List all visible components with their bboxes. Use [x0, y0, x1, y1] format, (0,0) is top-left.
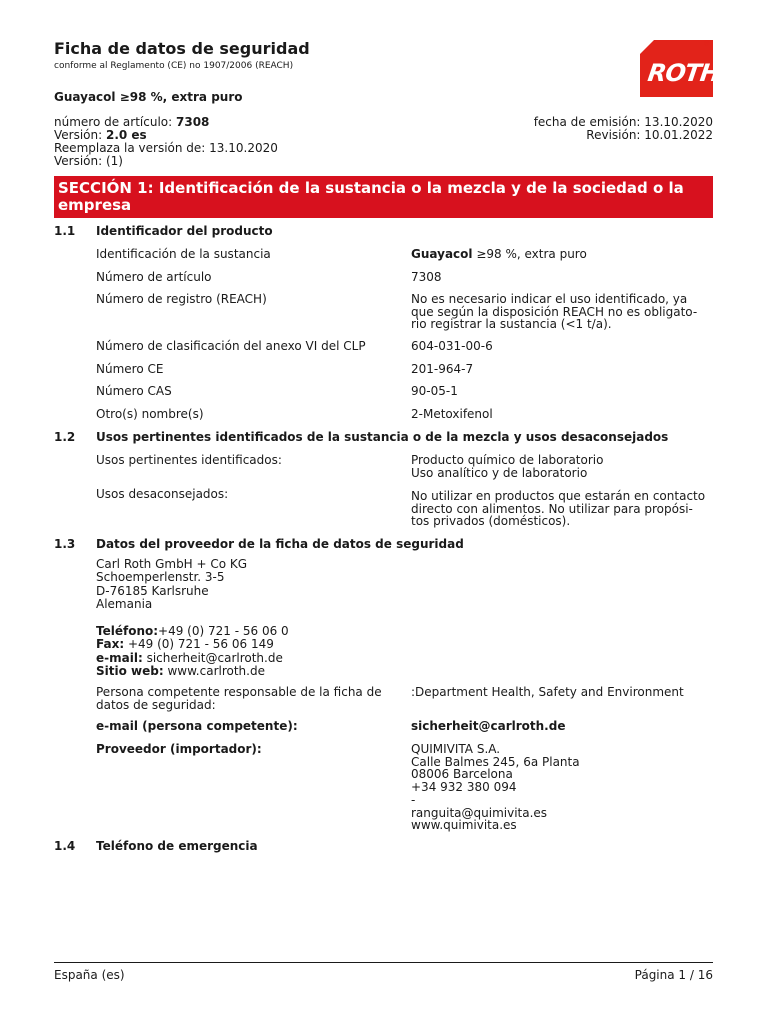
fax-line [96, 638, 289, 651]
website-link[interactable]: www.carlroth.de [163, 663, 265, 678]
subsection-title: Teléfono de emergencia [96, 839, 258, 853]
value-line: +34 932 380 094 [411, 780, 517, 795]
regulation-subtitle: conforme al Reglamento (CE) no 1907/2006 (REACH) [54, 61, 294, 71]
substance-name-rest: ≥98 %, extra puro [472, 247, 587, 261]
email-competent-value[interactable]: sicherheit@carlroth.de [411, 719, 566, 733]
row-value-multiline [411, 293, 711, 331]
phone-value: +49 (0) 721 - 56 06 0 [158, 624, 289, 638]
row-label: Número CAS [96, 384, 172, 398]
version-value: 2.0 es [105, 128, 147, 142]
value-line: - [411, 792, 416, 807]
row-label: Otro(s) nombre(s) [96, 407, 204, 421]
email-link[interactable]: sicherheit@carlroth.de [142, 650, 283, 665]
phone-label: Teléfono: [96, 624, 159, 638]
row-value [411, 248, 711, 261]
footer-country: España (es) [54, 968, 125, 982]
supplier-contacts [96, 625, 289, 678]
logo-wordmark: ROTH [646, 59, 722, 87]
competent-person-label: Persona competente responsable de la ficha de datos de seguridad: [96, 685, 382, 712]
address-line: Alemania [96, 596, 153, 611]
value-line: Uso analítico y de laboratorio [411, 465, 588, 480]
value-line: tos privados (domésticos). [411, 514, 571, 529]
importer-label: Proveedor (importador): [96, 742, 262, 756]
version2-line: Versión: (1) [54, 154, 123, 168]
substance-name-bold: Guayacol [411, 247, 473, 261]
row-label: Número de artículo [96, 270, 212, 284]
value-line: rio registrar la sustancia (<1 t/a). [411, 317, 612, 332]
row-value: 2-Metoxifenol [411, 407, 493, 421]
subsection-title: Datos del proveedor de la ficha de datos de seguridad [96, 537, 464, 551]
document-meta-left [54, 116, 278, 168]
importer-values [411, 743, 711, 832]
identified-uses-values [411, 454, 711, 479]
row-value: 90-05-1 [411, 384, 458, 398]
row-label: Número CE [96, 362, 164, 376]
article-number-value: 7308 [176, 115, 210, 129]
subsection-number: 1.1 [54, 224, 76, 238]
row-label: Número de registro (REACH) [96, 292, 267, 306]
document-title: Ficha de datos de seguridad [54, 39, 310, 58]
article-number-label: número de artículo: [54, 115, 176, 129]
subsection-title: Identificador del producto [96, 224, 273, 238]
fax-value: +49 (0) 721 - 56 06 149 [124, 637, 274, 652]
subsection-number: 1.4 [54, 839, 76, 853]
value-line: que según la disposición REACH no es obligato- [411, 304, 698, 319]
value-line: No utilizar en productos que estarán en contacto [411, 489, 706, 503]
identified-uses-label: Usos pertinentes identificados: [96, 453, 282, 467]
email-line [96, 652, 289, 665]
value-line: Calle Balmes 245, 6a Planta [411, 754, 580, 769]
row-value: 201-964-7 [411, 362, 474, 376]
version-label: Versión: [54, 128, 106, 142]
fax-label: Fax: [96, 637, 125, 652]
advised-against-label: Usos desaconsejados: [96, 487, 229, 501]
value-line: 08006 Barcelona [411, 767, 513, 782]
row-label: Identificación de la sustancia [96, 247, 271, 261]
value-line: No es necesario indicar el uso identificado, ya [411, 292, 688, 306]
row-label: Número de clasificación del anexo VI del CLP [96, 339, 366, 353]
subsection-title: Usos pertinentes identificados de la sustancia o de la mezcla y usos desaconsejados [96, 430, 669, 444]
value-line: Producto químico de laboratorio [411, 453, 604, 467]
value-line: directo con alimentos. No utilizar para propósi- [411, 501, 693, 516]
address-line: Carl Roth GmbH + Co KG [96, 557, 248, 571]
registered-mark: ® [703, 40, 710, 48]
document-meta-right [534, 116, 713, 142]
address-line: D-76185 Karlsruhe [96, 583, 209, 598]
email-label: e-mail: [96, 650, 143, 665]
importer-website-link[interactable]: www.quimivita.es [411, 818, 517, 833]
email-competent-label: e-mail (persona competente): [96, 719, 298, 733]
importer-email-link[interactable]: ranguita@quimivita.es [411, 805, 548, 820]
competent-person-value: :Department Health, Safety and Environment [411, 685, 684, 699]
value-line: QUIMIVITA S.A. [411, 742, 501, 756]
replaces-line: Reemplaza la versión de: 13.10.2020 [54, 141, 278, 155]
product-name: Guayacol ≥98 %, extra puro [54, 90, 243, 104]
revision-date: Revisión: 10.01.2022 [586, 128, 713, 142]
footer-page-number: Página 1 / 16 [634, 968, 713, 982]
address-line: Schoemperlenstr. 3-5 [96, 570, 225, 585]
phone-line [96, 625, 289, 638]
footer-divider [54, 962, 713, 963]
logo-corner-notch [640, 40, 654, 54]
section-1-heading: SECCIÓN 1: Identificación de la sustancia o la mezcla y de la sociedad o la empresa [54, 176, 713, 218]
row-value: 7308 [411, 270, 442, 284]
website-line [96, 665, 289, 678]
issue-date: fecha de emisión: 13.10.2020 [533, 115, 713, 129]
website-label: Sitio web: [96, 663, 164, 678]
advised-against-values [411, 490, 711, 528]
subsection-number: 1.3 [54, 537, 76, 551]
row-value: 604-031-00-6 [411, 339, 493, 353]
supplier-address [96, 558, 247, 611]
subsection-number: 1.2 [54, 430, 76, 444]
